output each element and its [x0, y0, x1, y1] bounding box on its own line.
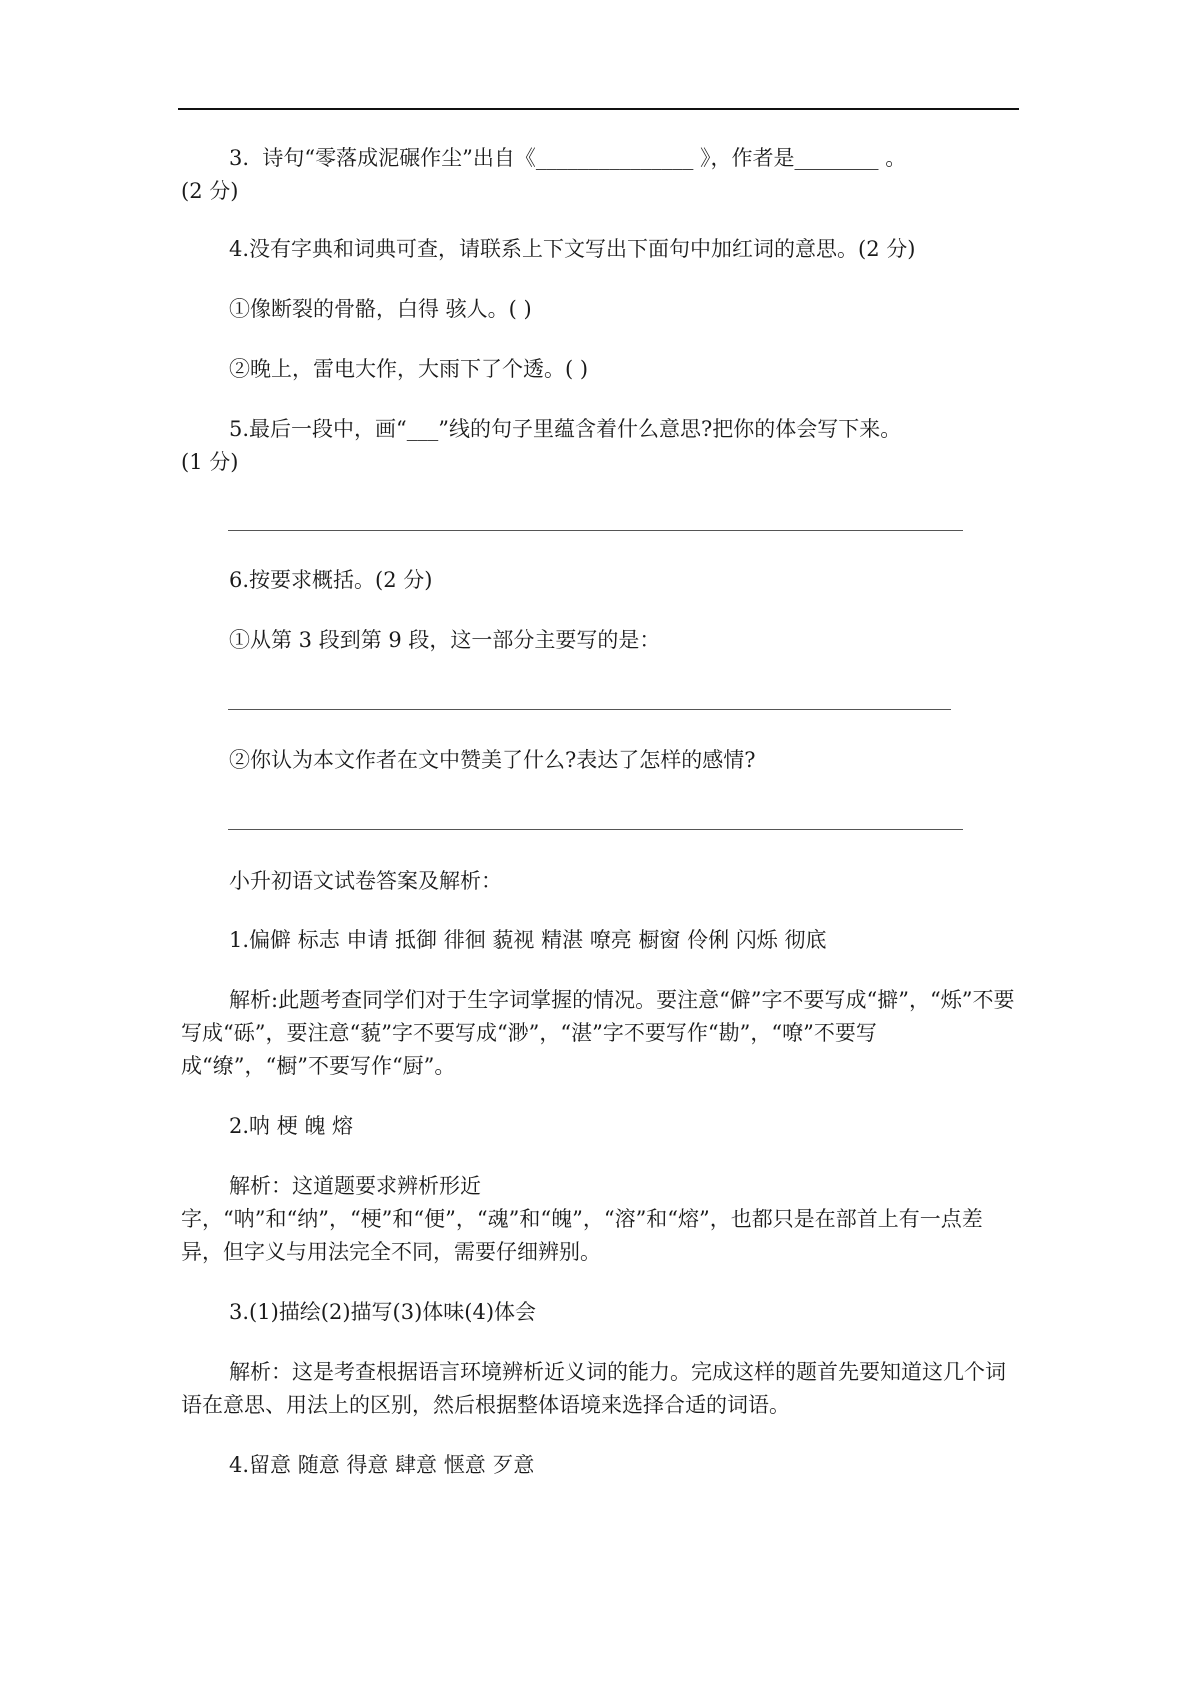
question-5-answer-line[interactable]	[228, 530, 963, 531]
answer-3: 3.(1)描绘(2)描写(3)体味(4)体会	[229, 1300, 537, 1324]
answer-2: 2.呐 梗 魄 熔	[229, 1114, 354, 1138]
question-6-prompt: 6.按要求概括。(2 分)	[229, 568, 433, 592]
question-5-score: (1 分)	[181, 450, 239, 474]
question-4-item-2: ②晚上，雷电大作，大雨下了个透。( )	[229, 357, 589, 381]
question-6-answer-line-2[interactable]	[228, 829, 963, 830]
question-4-item-1: ①像断裂的骨骼，白得 骇人。( )	[229, 297, 532, 321]
question-6-item-2: ②你认为本文作者在文中赞美了什么?表达了怎样的感情?	[229, 748, 756, 772]
answers-heading: 小升初语文试卷答案及解析：	[229, 869, 502, 893]
question-5-line1: 5.最后一段中，画“___”线的句子里蕴含着什么意思?把你的体会写下来。	[229, 417, 902, 441]
answer-3-analysis: 解析：这是考查根据语言环境辨析近义词的能力。完成这样的题首先要知道这几个词语在意思、用法上的区别，然后根据整体语境来选择合适的词语。	[181, 1360, 1006, 1417]
question-4-prompt: 4.没有字典和词典可查，请联系上下文写出下面句中加红词的意思。(2 分)	[229, 237, 916, 261]
answer-4: 4.留意 随意 得意 肆意 惬意 歹意	[229, 1453, 535, 1477]
answer-2-analysis: 解析：这道题要求辨析形近字，“呐”和“纳”，“梗”和“便”，“魂”和“魄”，“溶”和“熔”，也都只是在部首上有一点差异，但字义与用法完全不同，需要仔细辨别。	[181, 1174, 983, 1264]
question-6-item-1: ①从第 3 段到第 9 段，这一部分主要写的是：	[229, 628, 661, 652]
question-3-score: (2 分)	[181, 179, 239, 203]
question-6-answer-line-1[interactable]	[228, 709, 951, 710]
answer-1-analysis: 解析:此题考查同学们对于生字词掌握的情况。要注意“僻”字不要写成“擗”，“烁”不要写成“砾”，要注意“藐”字不要写成“渺”，“湛”字不要写作“勘”，“嘹”不要写成“缭”，“橱”不要写作“厨”。	[181, 988, 1015, 1078]
header-rule	[178, 108, 1019, 110]
question-3-line1: 3. 诗句“零落成泥碾作尘”出自《_______________ 》，作者是________ 。	[229, 146, 907, 170]
answer-1: 1.偏僻 标志 申请 抵御 徘徊 藐视 精湛 嘹亮 橱窗 伶俐 闪烁 彻底	[229, 928, 827, 952]
